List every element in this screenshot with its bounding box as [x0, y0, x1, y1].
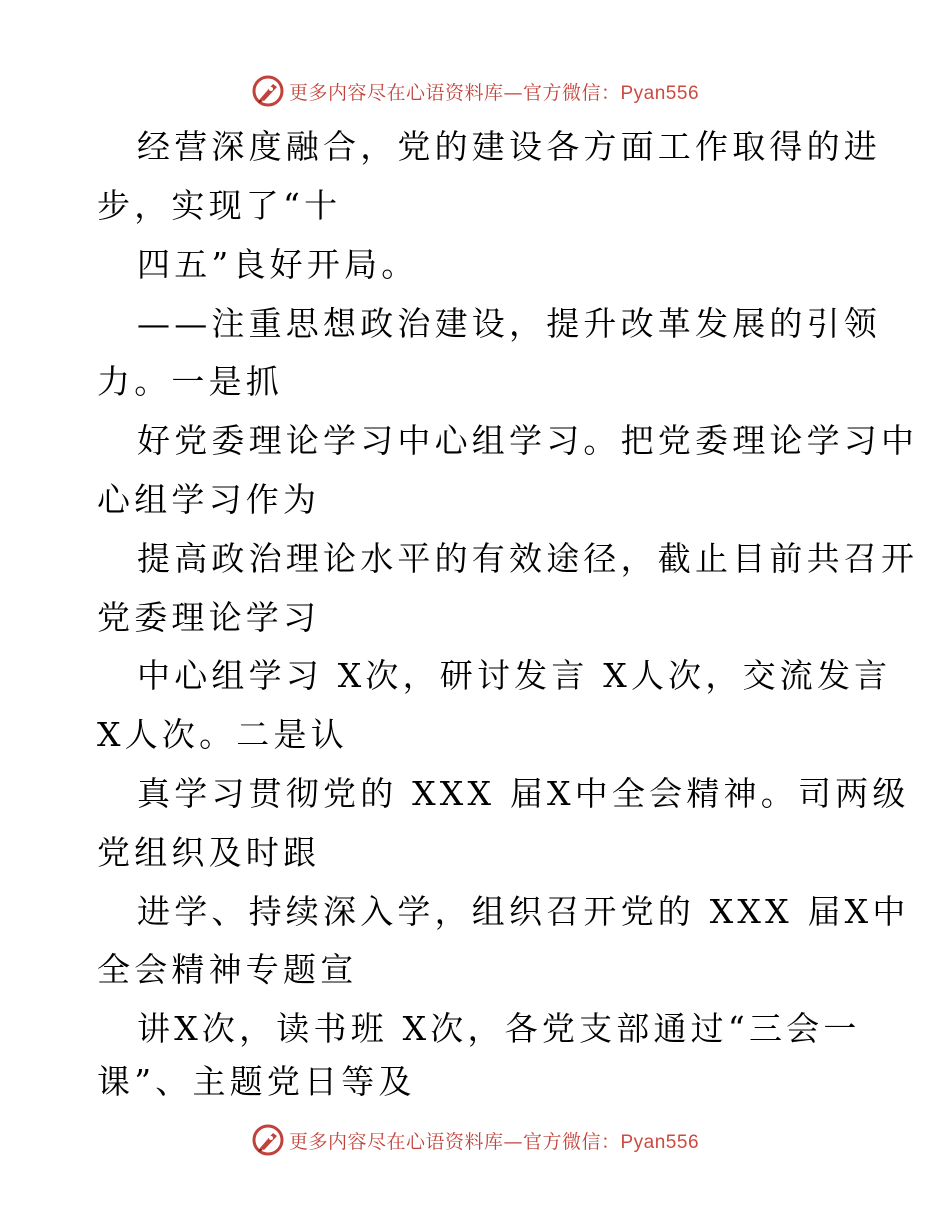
- text-line: 步，实现了“十: [97, 186, 342, 225]
- text-line: ——注重思想政治建设，提升改革发展的引领: [137, 304, 881, 343]
- text-line: 提高政治理论水平的有效途径，截止目前共召开: [137, 539, 919, 578]
- pen-logo-icon: [251, 1123, 285, 1157]
- wechat-id: Pyan556: [620, 1131, 700, 1153]
- wechat-id: Pyan556: [620, 82, 700, 104]
- watermark-text: [289, 1127, 699, 1154]
- header-watermark: [0, 71, 950, 111]
- text-line: 讲X次，读书班 X次，各党支部通过“三会一: [137, 1009, 861, 1048]
- text-line: 进学、持续深入学，组织召开党的 XXX 届X中: [137, 892, 910, 931]
- text-line: 课”、主题党日等及: [97, 1062, 416, 1101]
- text-line: 力。一是抓: [97, 362, 283, 401]
- footer-watermark: [0, 1120, 950, 1160]
- text-line: 真学习贯彻党的 XXX 届X中全会精神。司两级: [137, 774, 910, 813]
- text-line: 党组织及时跟: [97, 833, 321, 872]
- text-line: 全会精神专题宣: [97, 950, 358, 989]
- text-line: 好党委理论学习中心组学习。把党委理论学习中: [137, 421, 919, 460]
- text-line: 党委理论学习: [97, 598, 321, 637]
- watermark-label: 更多内容尽在心语资料库—官方微信：: [288, 1130, 621, 1153]
- text-line: X人次。二是认: [97, 715, 348, 754]
- text-line: 经营深度融合，党的建设各方面工作取得的进: [137, 127, 881, 166]
- watermark-text: [289, 78, 699, 105]
- text-line: 四五”良好开局。: [137, 245, 419, 284]
- pen-logo-icon: [251, 74, 285, 108]
- text-line: 心组学习作为: [97, 480, 321, 519]
- text-line: 中心组学习 X次，研讨发言 X人次，交流发言: [137, 656, 892, 695]
- watermark-label: 更多内容尽在心语资料库—官方微信：: [288, 81, 621, 104]
